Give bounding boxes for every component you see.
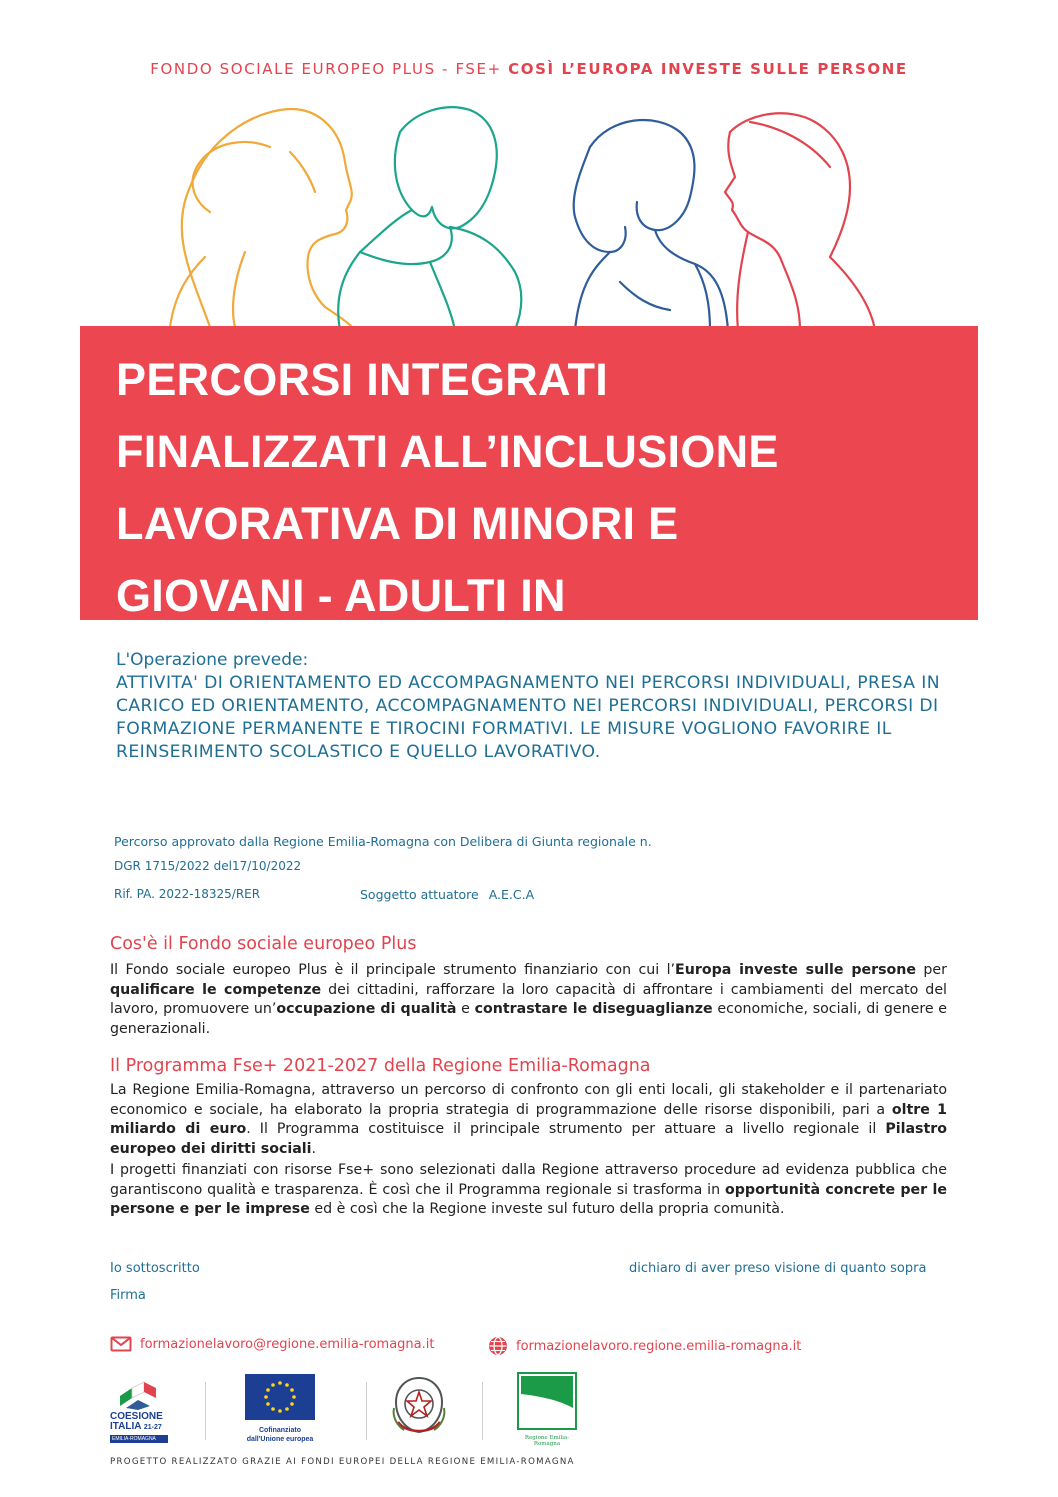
italian-emblem (388, 1372, 450, 1448)
page-title (116, 344, 956, 632)
eu-line1: Cofinanziato (259, 1427, 301, 1434)
coesione-logo (110, 1378, 170, 1443)
tagline-fund: FONDO SOCIALE EUROPEO PLUS - FSE+ (150, 60, 509, 78)
soggetto-label: Soggetto attuatore (360, 887, 479, 902)
person-teal-outline (338, 107, 521, 330)
text-run: I progetti finanziati con risorse Fse+ sono selezionati dalla Regione attraverso procedure ad evidenza pubblica che garantiscono qualità e trasparenza. È così che il Programma regionale si trasforma in (110, 1162, 947, 1198)
coesione-mark-icon (116, 1378, 162, 1410)
text-run: La Regione Emilia-Romagna, attraverso un percorso di confronto con gli enti locali, gli stakeholder e il partenariato economico e sociale, ha elaborato la propria strategia di programmazione delle risorse disponibili, pari a (110, 1082, 947, 1118)
text-run: e (456, 1001, 475, 1018)
person-orange-outline (170, 109, 355, 330)
logos-row (110, 1370, 950, 1452)
text-run-bold: Pilastro europeo dei diritti sociali (110, 1121, 947, 1157)
eu-cofinanced-logo (244, 1374, 316, 1444)
section-paragraph-fse (110, 961, 947, 1039)
footer-note: PROGETTO REALIZZATO GRAZIE AI FONDI EUROPEI DELLA REGIONE EMILIA-ROMAGNA (110, 1457, 575, 1467)
title-line: GIOVANI - ADULTI IN (116, 570, 566, 621)
tagline (0, 60, 1058, 78)
soggetto-value: A.E.C.A (488, 887, 535, 902)
text-run: . Il Programma costituisce il principale strumento per attuare a livello regionale il (246, 1121, 886, 1138)
text-run-bold: opportunità concrete per le persone e per le imprese (110, 1181, 947, 1218)
title-banner (80, 326, 978, 620)
rif-reference: Rif. PA. 2022-18325/RER (114, 887, 261, 901)
signature-io-sottoscritto: Io sottoscritto (110, 1261, 200, 1276)
logo-divider (205, 1382, 206, 1440)
italian-emblem-icon (388, 1372, 450, 1444)
coesione-years: 21-27 (143, 1424, 162, 1431)
soggetto-attuatore (360, 887, 534, 902)
text-run: . (311, 1140, 317, 1157)
email-link[interactable]: formazionelavoro@regione.emilia-romagna.it (140, 1336, 435, 1352)
regione-er-mark-icon (517, 1372, 577, 1430)
logo-divider (366, 1382, 367, 1440)
title-line: LAVORATIVA DI MINORI E (116, 498, 679, 549)
tagline-claim: COSÌ L’EUROPA INVESTE SULLE PERSONE (508, 60, 908, 78)
section-paragraph-programma-2 (110, 1161, 947, 1220)
text-run-bold: occupazione di qualità (276, 1001, 457, 1018)
text-run-bold: Europa investe sulle persone (675, 962, 917, 978)
operation-label: L'Operazione prevede: (116, 650, 309, 670)
text-run: ed è così che la Regione investe sul futuro della propria comunità. (309, 1201, 785, 1218)
text-run: dei cittadini, rafforzare la loro capacità di affrontare i cambiamenti del mercato del lavoro, promuovere un’ (110, 981, 947, 1018)
text-run-bold: contrastare le diseguaglianze (474, 1001, 713, 1018)
dgr-reference: DGR 1715/2022 del17/10/2022 (114, 859, 302, 873)
email-contact[interactable] (110, 1336, 434, 1352)
text-run: economiche, sociali, di genere e generazionali. (110, 1001, 948, 1037)
coesione-line2: ITALIA (110, 1421, 142, 1432)
text-run-bold: oltre 1 miliardo di euro (110, 1101, 947, 1138)
person-red-outline (725, 113, 875, 330)
section-paragraph-programma-1 (110, 1081, 947, 1159)
person-navy-outline (574, 120, 728, 330)
eu-line2: dall'Unione europea (246, 1436, 314, 1443)
mail-icon (110, 1336, 132, 1352)
website-link[interactable]: formazionelavoro.regione.emilia-romagna.it (516, 1338, 802, 1354)
title-line: PERCORSI INTEGRATI (116, 354, 609, 405)
coesione-line1: COESIONE (110, 1411, 163, 1422)
eu-flag-icon (245, 1374, 315, 1420)
signature-declaration: dichiaro di aver preso visione di quanto sopra (629, 1261, 927, 1276)
rer-label: Regione Emilia-Romagna (524, 1435, 570, 1447)
regione-emilia-romagna-logo (515, 1372, 579, 1447)
operation-text: ATTIVITA' DI ORIENTAMENTO ED ACCOMPAGNAMENTO NEI PERCORSI INDIVIDUALI, PRESA IN CARICO ED ORIENTAMENTO, ACCOMPAGNAMENTO NEI PERCORSI INDIVIDUALI, PERCORSI DI FORMAZIONE PERMANENTE E TIROCINI FORMATIVI. LE MISURE VOGLIONO FAVORIRE IL REINSERIMENTO SCOLASTICO E QUELLO LAVORATIVO. (116, 673, 940, 762)
operation-description (116, 650, 976, 764)
coesione-region: EMILIA-ROMAGNA (110, 1435, 168, 1443)
people-line-illustration (150, 92, 950, 332)
approval-line: Percorso approvato dalla Regione Emilia-Romagna con Delibera di Giunta regionale n. (114, 834, 652, 849)
text-run: per (916, 962, 947, 978)
section-heading-fse: Cos'è il Fondo sociale europeo Plus (110, 934, 417, 954)
signature-firma: Firma (110, 1288, 146, 1303)
website-contact[interactable] (488, 1336, 801, 1356)
globe-icon (488, 1336, 508, 1356)
text-run: Il Fondo sociale europeo Plus è il principale strumento finanziario con cui l’ (110, 962, 676, 978)
section-heading-programma: Il Programma Fse+ 2021-2027 della Regione Emilia-Romagna (110, 1056, 651, 1076)
title-line: FINALIZZATI ALL’INCLUSIONE (116, 426, 779, 477)
text-run-bold: qualificare le competenze (110, 981, 322, 998)
logo-divider (482, 1382, 483, 1440)
